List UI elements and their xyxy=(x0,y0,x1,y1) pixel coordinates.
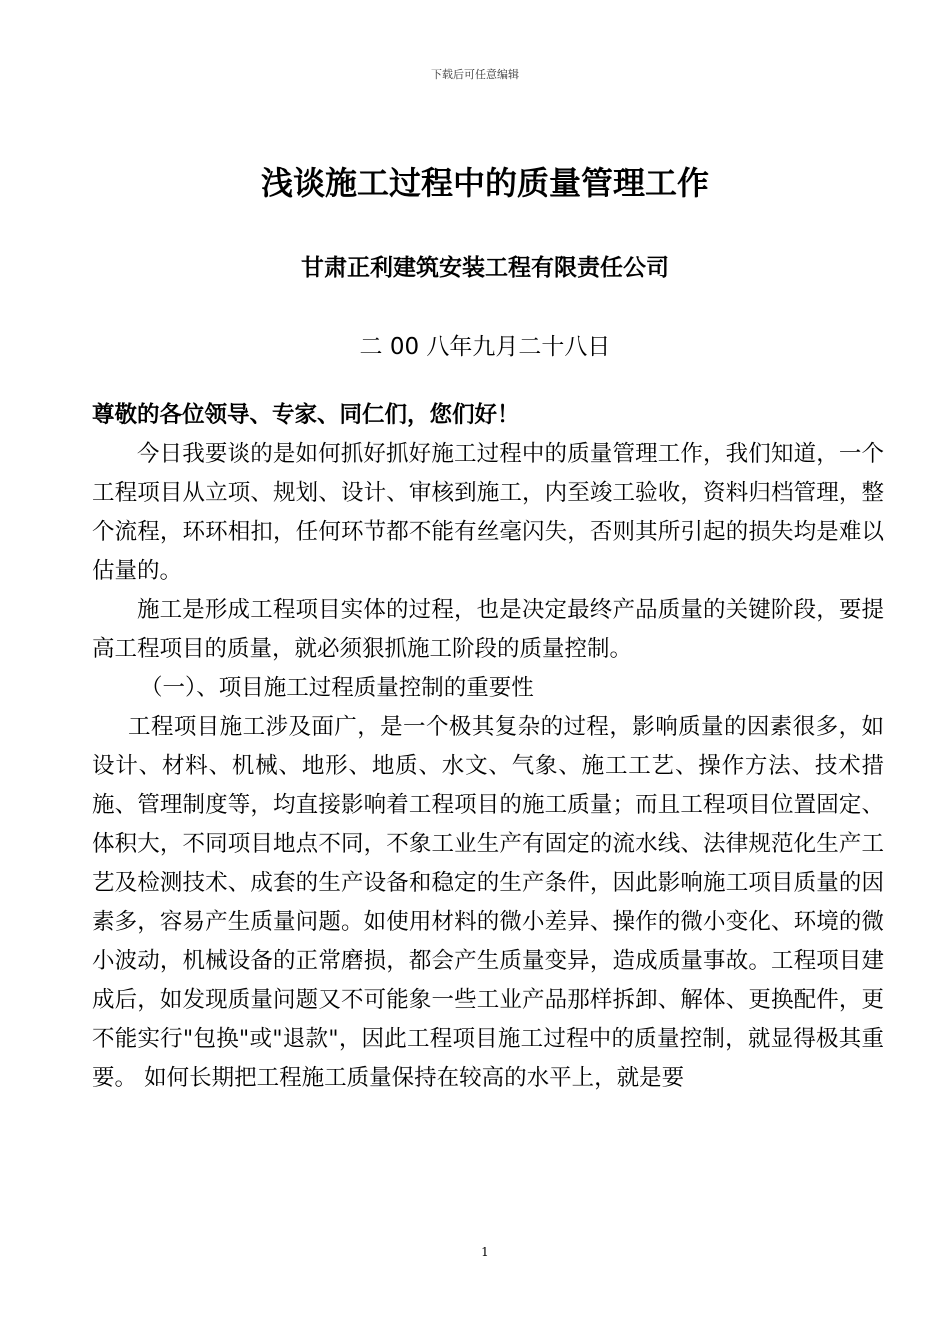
paragraph-intro: 今日我要谈的是如何抓好抓好施工过程中的质量管理工作，我们知道，一个工程项目从立项、规划、设计、审核到施工，内至竣工验收，资料归档管理，整个流程，环环相扣，任何环节都不能有丝毫闪失，否则其所引起的损失均是难以估量的。 xyxy=(92,441,884,584)
header-note: 下载后可任意编辑 xyxy=(431,68,519,81)
section-heading: （一）、项目施工过程质量控制的重要性 xyxy=(140,675,534,701)
paragraph-construction: 施工是形成工程项目实体的过程，也是决定最终产品质量的关键阶段，要提高工程项目的质量，就必须狠抓施工阶段的质量控制。 xyxy=(92,597,884,662)
document-date: 二 00 八年九月二十八日 xyxy=(359,334,611,360)
document-title: 浅谈施工过程中的质量管理工作 xyxy=(260,164,709,202)
document-body xyxy=(92,396,884,1098)
greeting: 尊敬的各位领导、专家、同仁们，您们好！ xyxy=(92,402,520,428)
section-paragraph: 工程项目施工涉及面广，是一个极其复杂的过程，影响质量的因素很多，如设计、材料、机械、地形、地质、水文、气象、施工工艺、操作方法、技术措施、管理制度等，均直接影响着工程项目的施工质量；而且工程项目位置固定、体积大，不同项目地点不同，不象工业生产有固定的流水线、法律规范化生产工艺及检测技术、成套的生产设备和稳定的生产条件，因此影响施工项目质量的因素多，容易产生质量问题。如使用材料的微小差异、操作的微小变化、环境的微小波动，机械设备的正常磨损，都会产生质量变异，造成质量事故。工程项目建成后，如发现质量问题又不可能象一些工业产品那样拆卸、解体、更换配件，更不能实行"包换"或"退款"，因此工程项目施工过程中的质量控制，就显得极其重要。 如何长期把工程施工质量保持在较高的水平上，就是要 xyxy=(92,714,884,1091)
page-number: 1 xyxy=(481,1245,489,1259)
company-name: 甘肃正利建筑安装工程有限责任公司 xyxy=(301,255,669,281)
